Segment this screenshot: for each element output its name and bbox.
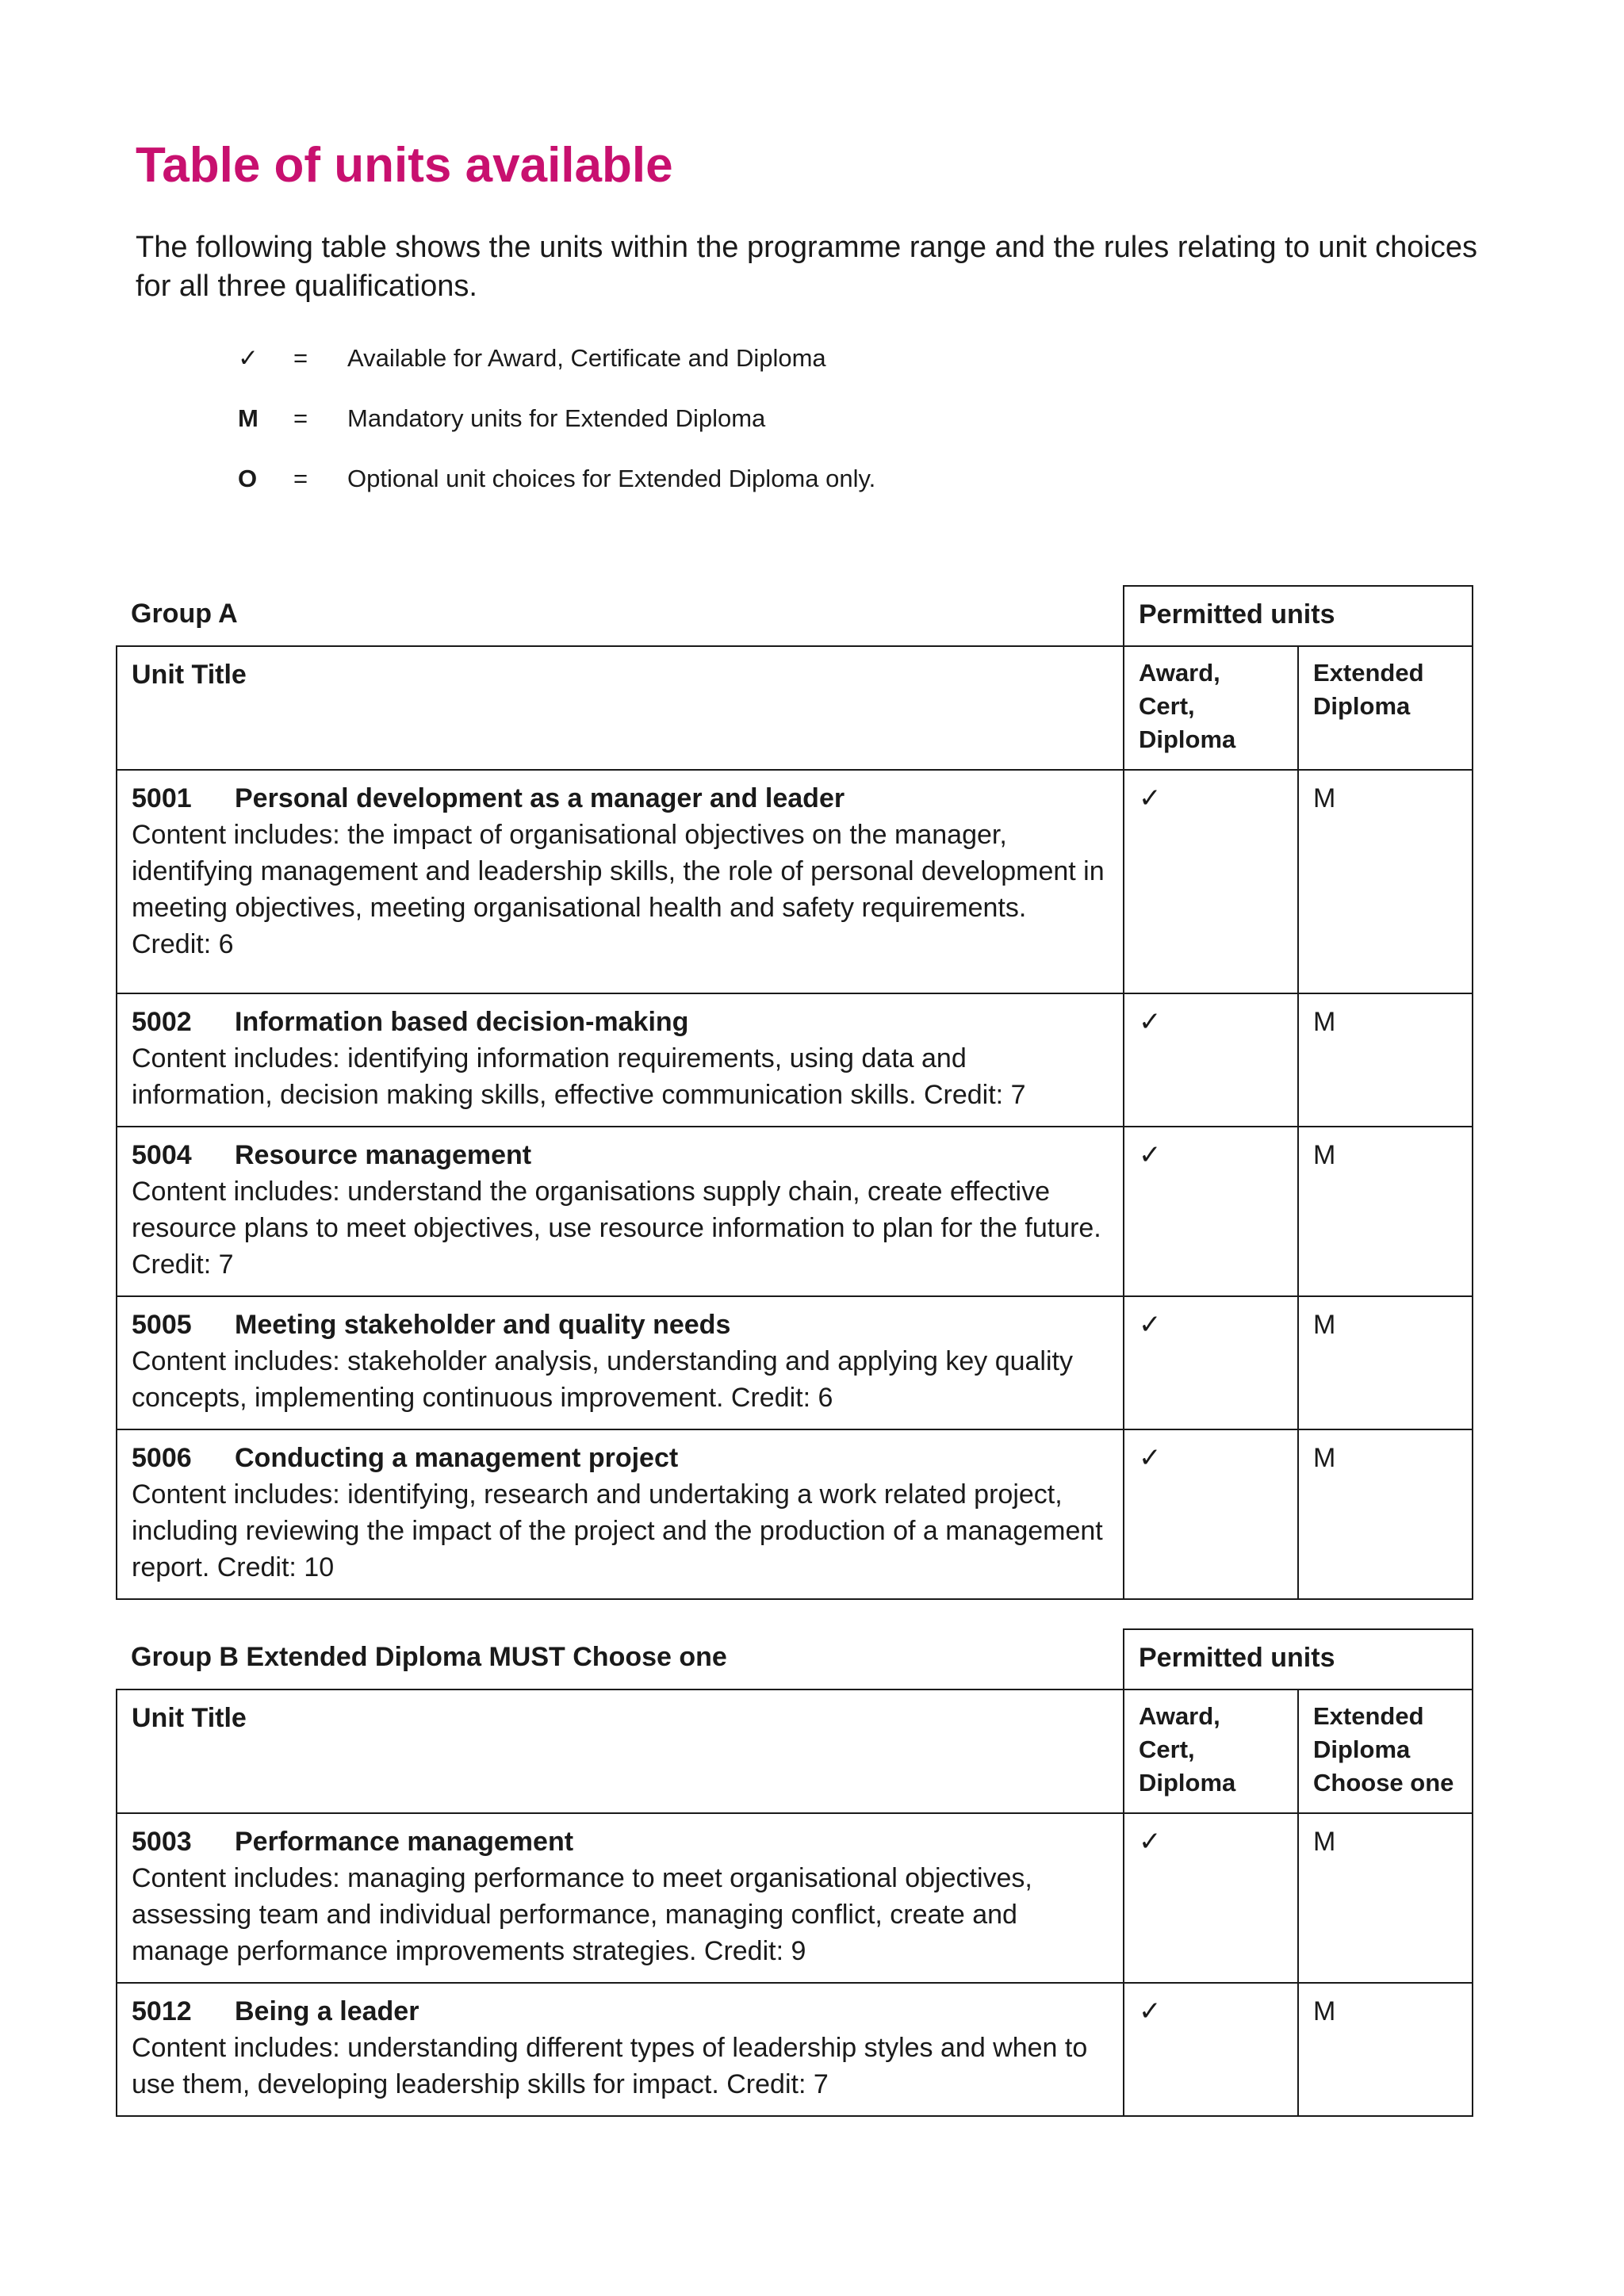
unit-code: 5005	[132, 1310, 192, 1340]
extended-diploma-header	[1298, 1689, 1473, 1813]
table-row	[117, 1429, 1473, 1599]
legend-equals: =	[293, 465, 308, 492]
column-header-row	[117, 646, 1473, 770]
unit-content: Content includes: understanding different types of leadership styles and when to use them, developing leadership skills for impact. Credit: 7	[132, 2033, 1088, 2099]
group-label: Group B Extended Diploma MUST Choose one	[117, 1629, 1124, 1689]
header-line: Diploma	[1313, 692, 1411, 720]
check-icon: ✓	[1124, 993, 1298, 1127]
unit-name: Conducting a management project	[235, 1443, 679, 1473]
check-icon: ✓	[1124, 1296, 1298, 1429]
group-a-table	[116, 585, 1473, 1600]
intro-paragraph: The following table shows the units within the programme range and the rules relating to unit choices for all three qualifications.	[136, 231, 1477, 303]
table-row	[117, 1983, 1473, 2116]
unit-code: 5002	[132, 1007, 192, 1037]
unit-content: Content includes: understand the organisations supply chain, create effective resource plans to meet objectives, use resource information to plan for the future. Credit: 7	[132, 1177, 1101, 1280]
unit-code: 5012	[132, 1996, 192, 2026]
check-icon: ✓	[1124, 1983, 1298, 2116]
unit-code: 5004	[132, 1140, 192, 1170]
unit-cell	[117, 770, 1124, 993]
unit-heading	[132, 1993, 1109, 2030]
unit-content: Content includes: the impact of organisational objectives on the manager, identifying management and leadership skills, the role of personal development in meeting objectives, meeting organisational health and safety requirements. Credit: 6	[132, 820, 1105, 959]
unit-heading	[132, 780, 1109, 817]
check-icon: ✓	[1124, 1813, 1298, 1983]
unit-content: Content includes: managing performance to meet organisational objectives, assessing team and individual performance, managing conflict, create and manage performance improvements strategies. Credit: 9	[132, 1863, 1032, 1966]
table-row	[117, 1127, 1473, 1296]
legend-row-check	[238, 328, 875, 388]
unit-cell	[117, 1429, 1124, 1599]
extended-diploma-header	[1298, 646, 1473, 770]
table-row	[117, 1296, 1473, 1429]
extended-mark: M	[1298, 993, 1473, 1127]
header-line: Award,	[1139, 1702, 1220, 1730]
unit-content: Content includes: identifying information requirements, using data and information, decision making skills, effective communication skills. Credit: 7	[132, 1043, 1026, 1110]
column-header-row	[117, 1689, 1473, 1813]
legend-description: Mandatory units for Extended Diploma	[347, 404, 766, 432]
extended-mark: M	[1298, 770, 1473, 993]
check-icon: ✓	[1124, 1127, 1298, 1296]
table-row	[117, 1813, 1473, 1983]
legend-description: Optional unit choices for Extended Diploma only.	[347, 465, 876, 492]
unit-heading	[132, 1823, 1109, 1860]
unit-title-header: Unit Title	[117, 646, 1124, 770]
extended-mark: M	[1298, 1429, 1473, 1599]
unit-name: Performance management	[235, 1827, 574, 1857]
unit-content: Content includes: stakeholder analysis, understanding and applying key quality concepts, implementing continuous improvement. Credit: 6	[132, 1346, 1073, 1413]
extended-mark: M	[1298, 1296, 1473, 1429]
unit-code: 5003	[132, 1827, 192, 1857]
legend-row-mandatory	[238, 388, 875, 449]
extended-mark: M	[1298, 1813, 1473, 1983]
legend-symbol: M	[238, 404, 259, 432]
unit-heading	[132, 1137, 1109, 1173]
legend-equals: =	[293, 344, 308, 372]
unit-content: Content includes: identifying, research and undertaking a work related project, including reviewing the impact of the project and the production of a management report. Credit: 10	[132, 1479, 1103, 1582]
group-header-row	[117, 586, 1473, 646]
legend	[238, 328, 875, 509]
header-line: Diploma	[1139, 1769, 1236, 1797]
page-title: Table of units available	[136, 138, 673, 193]
group-label: Group A	[117, 586, 1124, 646]
check-icon: ✓	[238, 344, 259, 372]
unit-cell	[117, 1296, 1124, 1429]
unit-name: Information based decision-making	[235, 1007, 689, 1037]
unit-title-header: Unit Title	[117, 1689, 1124, 1813]
unit-cell	[117, 1127, 1124, 1296]
unit-cell	[117, 1983, 1124, 2116]
group-header-row	[117, 1629, 1473, 1689]
header-line: Cert,	[1139, 692, 1195, 720]
group-b-table	[116, 1628, 1473, 2117]
header-line: Cert,	[1139, 1735, 1195, 1763]
header-line: Diploma	[1313, 1735, 1411, 1763]
unit-cell	[117, 1813, 1124, 1983]
permitted-units-header: Permitted units	[1124, 586, 1473, 646]
unit-code: 5001	[132, 783, 192, 813]
unit-heading	[132, 1004, 1109, 1040]
unit-heading	[132, 1307, 1109, 1343]
legend-description: Available for Award, Certificate and Diploma	[347, 344, 826, 372]
table-row	[117, 993, 1473, 1127]
award-cert-diploma-header	[1124, 1689, 1298, 1813]
legend-row-optional	[238, 449, 875, 509]
extended-mark: M	[1298, 1127, 1473, 1296]
legend-equals: =	[293, 404, 308, 432]
unit-heading	[132, 1440, 1109, 1476]
header-line: Extended	[1313, 1702, 1424, 1730]
permitted-units-header: Permitted units	[1124, 1629, 1473, 1689]
unit-code: 5006	[132, 1443, 192, 1473]
unit-name: Being a leader	[235, 1996, 419, 2026]
table-row	[117, 770, 1473, 993]
unit-name: Meeting stakeholder and quality needs	[235, 1310, 731, 1340]
award-cert-diploma-header	[1124, 646, 1298, 770]
unit-name: Resource management	[235, 1140, 532, 1170]
check-icon: ✓	[1124, 1429, 1298, 1599]
header-line: Diploma	[1139, 725, 1236, 753]
check-icon: ✓	[1124, 770, 1298, 993]
unit-name: Personal development as a manager and leader	[235, 783, 845, 813]
header-line: Choose one	[1313, 1769, 1454, 1797]
extended-mark: M	[1298, 1983, 1473, 2116]
header-line: Extended	[1313, 659, 1424, 687]
unit-cell	[117, 993, 1124, 1127]
legend-symbol: O	[238, 465, 258, 492]
header-line: Award,	[1139, 659, 1220, 687]
